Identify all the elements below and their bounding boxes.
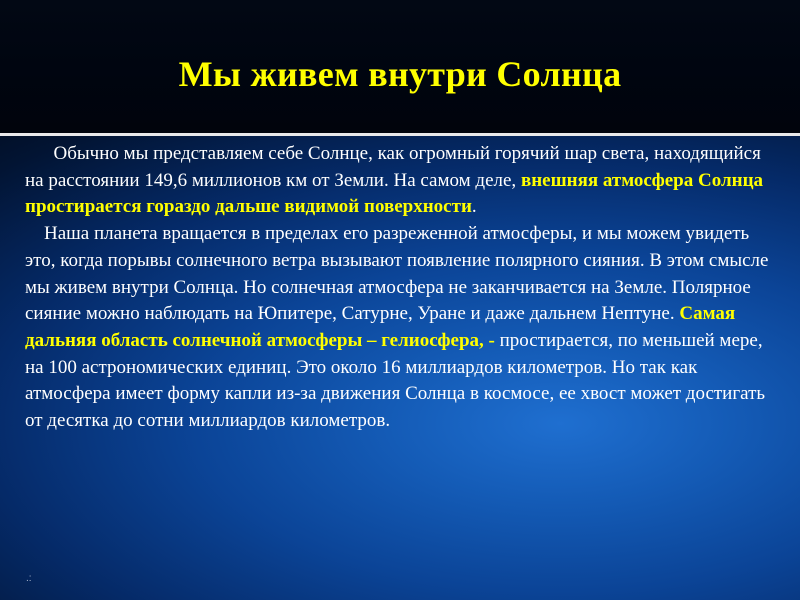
slide-title: Мы живем внутри Солнца: [178, 54, 622, 94]
paragraph-1-highlight: внешняя атмосфера Солнца простирается гораздо дальше видимой поверхности: [25, 169, 764, 218]
paragraph-1-text: Обычно мы представляем себе Солнце, как огромный горячий шар света, находящийся на расстоянии 149,6 миллионов км от Земли. На самом деле,: [25, 143, 761, 191]
paragraph-1-text-end: .: [471, 196, 477, 218]
paragraph-2-text: Наша планета вращается в пределах его разреженной атмосферы, и мы можем увидеть это, когда порывы солнечного ветра вызывают появление полярного сияния. В этом смысле мы живем внутри Солнца. Но солнечная атмосфера не заканчивается на Земле. Полярное сияние можно наблюдать на Юпитере, Сатурне, Уране и даже дальнем Нептуне.: [25, 223, 769, 325]
paragraph-2-text-end: простирается, по меньшей мере, на 100 астрономических единиц. Это около 16 миллиардов километров. Но так как атмосфера имеет форму капли из-за движения Солнца в космосе, ее хвост может достигать от десятка до сотни миллиардов километров.: [25, 329, 766, 432]
paragraph-2-indent: [25, 223, 44, 244]
paragraph-2: [25, 221, 775, 435]
footer-mark: .:: [26, 573, 32, 584]
paragraph-2-highlight: Самая дальняя область солнечной атмосферы – гелиосфера, -: [25, 303, 736, 351]
slide-body-text: [25, 141, 775, 435]
paragraph-1-indent: [25, 143, 54, 164]
paragraph-1: [25, 141, 775, 221]
